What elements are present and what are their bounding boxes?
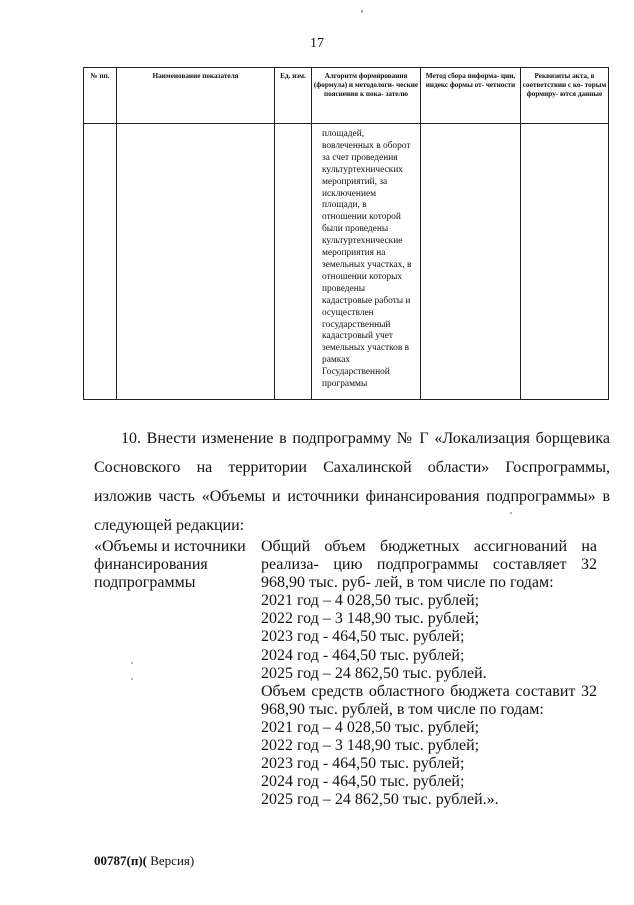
total-year-2021: 2021 год – 4 028,50 тыс. рублей; xyxy=(261,592,480,610)
cell-indicator-name xyxy=(117,124,275,400)
total-funding-text: Общий объем бюджетных ассигнований на реализа- цию подпрограммы составляет 32 968,90 тыс. руб- лей, в том числе по годам: xyxy=(261,538,597,592)
amendment-paragraph: 10. Внести изменение в подпрограмму № Г «Локализация борщевика Сосновского на территории Сахалинской области» Госпрограммы, изложив часть «Объемы и источники финансирования подпрограммы» в следующей редакции: xyxy=(94,430,610,534)
scan-speck xyxy=(510,512,512,514)
funding-details xyxy=(261,538,597,809)
regional-year-2022: 2022 год – 3 148,90 тыс. рублей; xyxy=(261,737,480,755)
indicator-table xyxy=(83,67,609,400)
total-year-2024: 2024 год - 464,50 тыс. рублей; xyxy=(261,646,465,664)
header-indicator-name: Наименование показателя xyxy=(117,68,275,124)
cell-number xyxy=(84,124,117,400)
header-collection-method: Метод сбора информа- ции, индекс формы от- четности xyxy=(421,68,521,124)
regional-year-2021: 2021 год – 4 028,50 тыс. рублей; xyxy=(261,718,480,736)
table-header-row xyxy=(84,68,609,124)
algorithm-text: площадей, вовлеченных в оборот за счет проведения культуртехнических мероприятий, за исключением площади, в отношении которой были проведены культуртехнические мероприятия на земельных участках, в отношении которых проведены кадастровые работы и осуществлен государственный кадастровый учет земельных участков в рамках Государственной программы xyxy=(322,129,412,390)
total-year-2022: 2022 год – 3 148,90 тыс. рублей; xyxy=(261,610,480,628)
total-year-2025: 2025 год – 24 862,50 тыс. рублей. xyxy=(261,664,487,682)
table-row xyxy=(84,124,609,400)
cell-algorithm xyxy=(312,124,421,400)
header-algorithm: Алгоритм формирования (формула) и методологи- ческие пояснения к пока- зателю xyxy=(312,68,421,124)
scan-speck xyxy=(361,10,363,13)
document-footer xyxy=(94,853,194,869)
cell-act-details xyxy=(521,124,609,400)
page-number: 17 xyxy=(310,36,324,51)
scan-speck xyxy=(131,662,133,664)
cell-collection-method xyxy=(421,124,521,400)
footer-version: Версия) xyxy=(146,853,195,868)
regional-year-2024: 2024 год - 464,50 тыс. рублей; xyxy=(261,773,465,791)
footer-code: 00787(п)( xyxy=(94,853,147,868)
regional-year-2025: 2025 год – 24 862,50 тыс. рублей.». xyxy=(261,791,499,809)
header-act-details: Реквизиты акта, в соответствии с ко- торым формиру- ются данные xyxy=(521,68,609,124)
header-unit: Ед. изм. xyxy=(275,68,312,124)
total-year-2023: 2023 год - 464,50 тыс. рублей; xyxy=(261,628,465,646)
regional-funding-text: Объем средств областного бюджета составит 32 968,90 тыс. рублей, в том числе по годам: xyxy=(261,682,597,718)
header-number: № пп. xyxy=(84,68,117,124)
regional-year-2023: 2023 год - 464,50 тыс. рублей; xyxy=(261,755,465,773)
cell-unit xyxy=(275,124,312,400)
scan-speck xyxy=(131,678,133,680)
funding-label: «Объемы и источники финансирования подпрограммы xyxy=(94,538,246,591)
